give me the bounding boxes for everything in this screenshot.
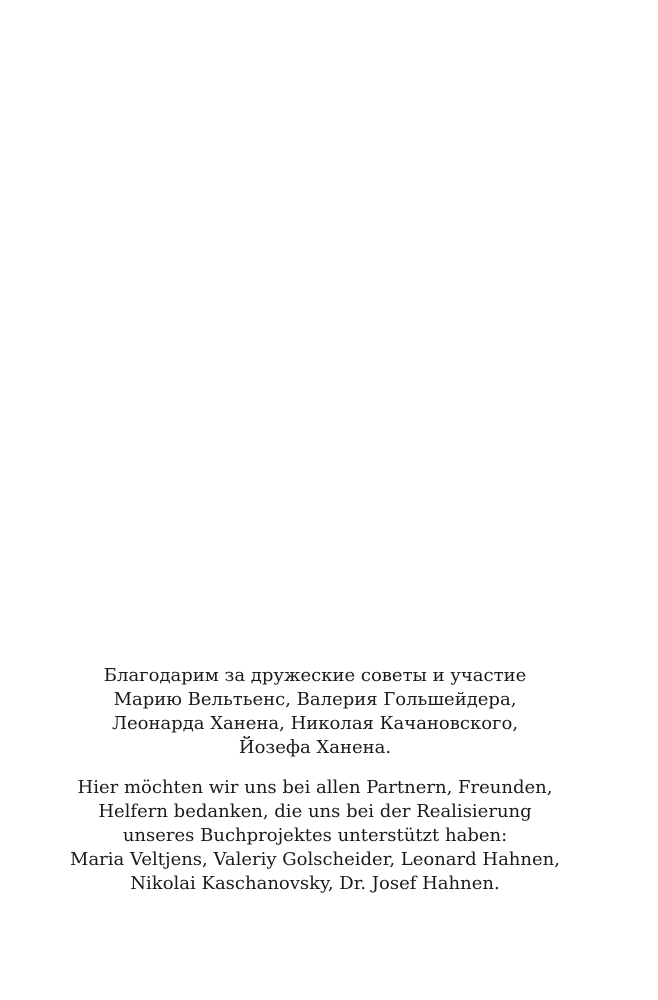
acknowledgment-russian bbox=[0, 664, 630, 760]
acknowledgment-line: Леонарда Ханена, Николая Качановского, bbox=[111, 713, 519, 734]
acknowledgment-line: Марию Вельтьенс, Валерия Гольшейдера, bbox=[113, 689, 517, 710]
acknowledgment-line: Йозефа Ханена. bbox=[238, 737, 392, 758]
acknowledgment-german bbox=[0, 776, 630, 896]
acknowledgment-line: Nikolai Kaschanovsky, Dr. Josef Hahnen. bbox=[130, 873, 500, 894]
acknowledgment-line: Helfern bedanken, die uns bei der Realisierung bbox=[98, 801, 532, 822]
acknowledgment-line: Благодарим за дружеские советы и участие bbox=[103, 665, 527, 686]
acknowledgment-line: Hier möchten wir uns bei allen Partnern, Freunden, bbox=[77, 777, 553, 798]
acknowledgment-line: unseres Buchprojektes unterstützt haben: bbox=[122, 825, 508, 846]
acknowledgment-line: Maria Veltjens, Valeriy Golscheider, Leonard Hahnen, bbox=[70, 849, 560, 870]
